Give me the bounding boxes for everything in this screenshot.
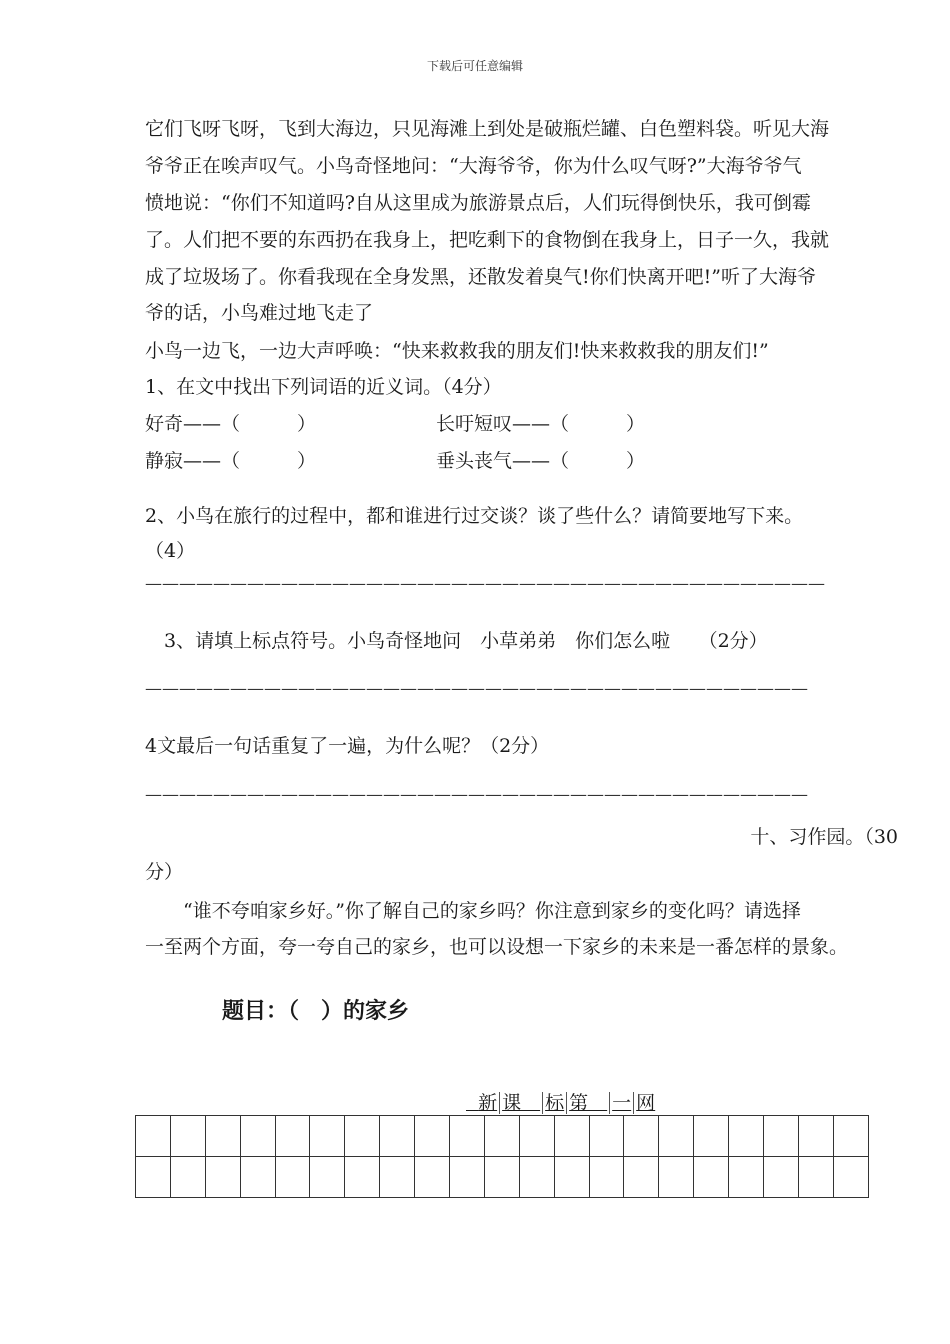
grid-cell[interactable] — [170, 1116, 205, 1157]
composition-intro-2: 一至两个方面，夸一夸自己的家乡，也可以设想一下家乡的未来是一番怎样的景象。 — [145, 936, 849, 958]
grid-row — [136, 1157, 869, 1198]
grid-cell[interactable] — [659, 1116, 694, 1157]
grid-cell[interactable] — [450, 1157, 485, 1198]
section-10-heading: 十、习作园。（30 — [750, 826, 898, 848]
grid-cell[interactable] — [205, 1157, 240, 1198]
grid-cell[interactable] — [659, 1157, 694, 1198]
answer-line-2: ———————————————————————————————————————— — [145, 574, 825, 594]
composition-title: 题目：（ ）的家乡 — [222, 999, 410, 1024]
grid-cell[interactable] — [729, 1157, 764, 1198]
grid-cell[interactable] — [450, 1116, 485, 1157]
grid-cell[interactable] — [519, 1116, 554, 1157]
grid-cell[interactable] — [345, 1116, 380, 1157]
answer-line-4: ——————————————————————————————————————— — [145, 785, 808, 805]
grid-cell[interactable] — [136, 1116, 171, 1157]
grid-cell[interactable] — [554, 1157, 589, 1198]
grid-cell[interactable] — [624, 1157, 659, 1198]
story-line: 小鸟一边飞，一边大声呼唤：“快来救救我的朋友们!快来救救我的朋友们!” — [145, 340, 769, 362]
grid-cell[interactable] — [694, 1157, 729, 1198]
synonym-1: 好奇——（ ） — [145, 413, 317, 435]
synonym-2: 长吁短叹——（ ） — [436, 413, 646, 435]
grid-cell[interactable] — [240, 1116, 275, 1157]
page-header: 下载后可任意编辑 — [426, 59, 523, 73]
grid-cell[interactable] — [205, 1116, 240, 1157]
story-line: 爷爷正在唉声叹气。小鸟奇怪地问：“大海爷爷，你为什么叹气呀?”大海爷爷气 — [145, 155, 802, 177]
writing-grid[interactable] — [135, 1115, 869, 1198]
grid-cell[interactable] — [484, 1157, 519, 1198]
synonym-3: 静寂——（ ） — [145, 450, 317, 472]
grid-cell[interactable] — [136, 1157, 171, 1198]
question-1-prompt: 1、在文中找出下列词语的近义词。（4分） — [145, 376, 502, 398]
grid-row — [136, 1116, 869, 1157]
grid-cell[interactable] — [764, 1157, 799, 1198]
grid-cell[interactable] — [833, 1157, 868, 1198]
watermark-part: 一 — [612, 1092, 634, 1114]
watermark-part: 第 — [569, 1092, 610, 1114]
grid-cell[interactable] — [624, 1116, 659, 1157]
story-line: 爷的话，小鸟难过地飞走了 — [145, 302, 374, 324]
grid-cell[interactable] — [833, 1116, 868, 1157]
grid-cell[interactable] — [415, 1157, 450, 1198]
grid-cell[interactable] — [310, 1157, 345, 1198]
story-line: 愤地说：“你们不知道吗?自从这里成为旅游景点后，人们玩得倒快乐，我可倒霉 — [145, 192, 811, 214]
grid-cell[interactable] — [415, 1116, 450, 1157]
grid-cell[interactable] — [589, 1116, 624, 1157]
question-4-prompt: 4文最后一句话重复了一遍，为什么呢？（2分） — [145, 735, 550, 757]
grid-cell[interactable] — [345, 1157, 380, 1198]
grid-cell[interactable] — [729, 1116, 764, 1157]
grid-cell[interactable] — [798, 1157, 833, 1198]
watermark-part: 新 — [478, 1092, 500, 1114]
question-2-prompt: 2、小鸟在旅行的过程中，都和谁进行过交谈？谈了些什么？请简要地写下来。 — [145, 505, 804, 527]
watermark-part: 课 — [502, 1092, 543, 1114]
answer-line-3: ——————————————————————————————————————— — [145, 679, 808, 699]
grid-cell[interactable] — [275, 1157, 310, 1198]
grid-cell[interactable] — [798, 1116, 833, 1157]
grid-cell[interactable] — [484, 1116, 519, 1157]
grid-cell[interactable] — [764, 1116, 799, 1157]
grid-cell[interactable] — [380, 1116, 415, 1157]
section-10-heading-cont: 分） — [145, 861, 184, 883]
grid-cell[interactable] — [519, 1157, 554, 1198]
grid-cell[interactable] — [170, 1157, 205, 1198]
grid-cell[interactable] — [380, 1157, 415, 1198]
site-watermark — [466, 1066, 655, 1115]
story-line: 它们飞呀飞呀，飞到大海边，只见海滩上到处是破瓶烂罐、白色塑料袋。听见大海 — [145, 118, 830, 140]
grid-cell[interactable] — [240, 1157, 275, 1198]
question-3-prompt: 3、请填上标点符号。小鸟奇怪地问 小草弟弟 你们怎么啦 （2分） — [164, 630, 768, 652]
watermark-part: 网 — [636, 1092, 656, 1114]
grid-cell[interactable] — [694, 1116, 729, 1157]
grid-cell[interactable] — [554, 1116, 589, 1157]
story-line: 了。人们把不要的东西扔在我身上，把吃剩下的食物倒在我身上，日子一久，我就 — [145, 229, 830, 251]
watermark-part: 标 — [545, 1092, 567, 1114]
synonym-4: 垂头丧气——（ ） — [436, 450, 646, 472]
grid-cell[interactable] — [275, 1116, 310, 1157]
question-2-score: （4） — [145, 540, 196, 562]
story-line: 成了垃圾场了。你看我现在全身发黑，还散发着臭气!你们快离开吧!”听了大海爷 — [145, 266, 816, 288]
grid-cell[interactable] — [310, 1116, 345, 1157]
composition-intro-1: “谁不夸咱家乡好。”你了解自己的家乡吗？你注意到家乡的变化吗？请选择 — [183, 900, 801, 922]
grid-cell[interactable] — [589, 1157, 624, 1198]
